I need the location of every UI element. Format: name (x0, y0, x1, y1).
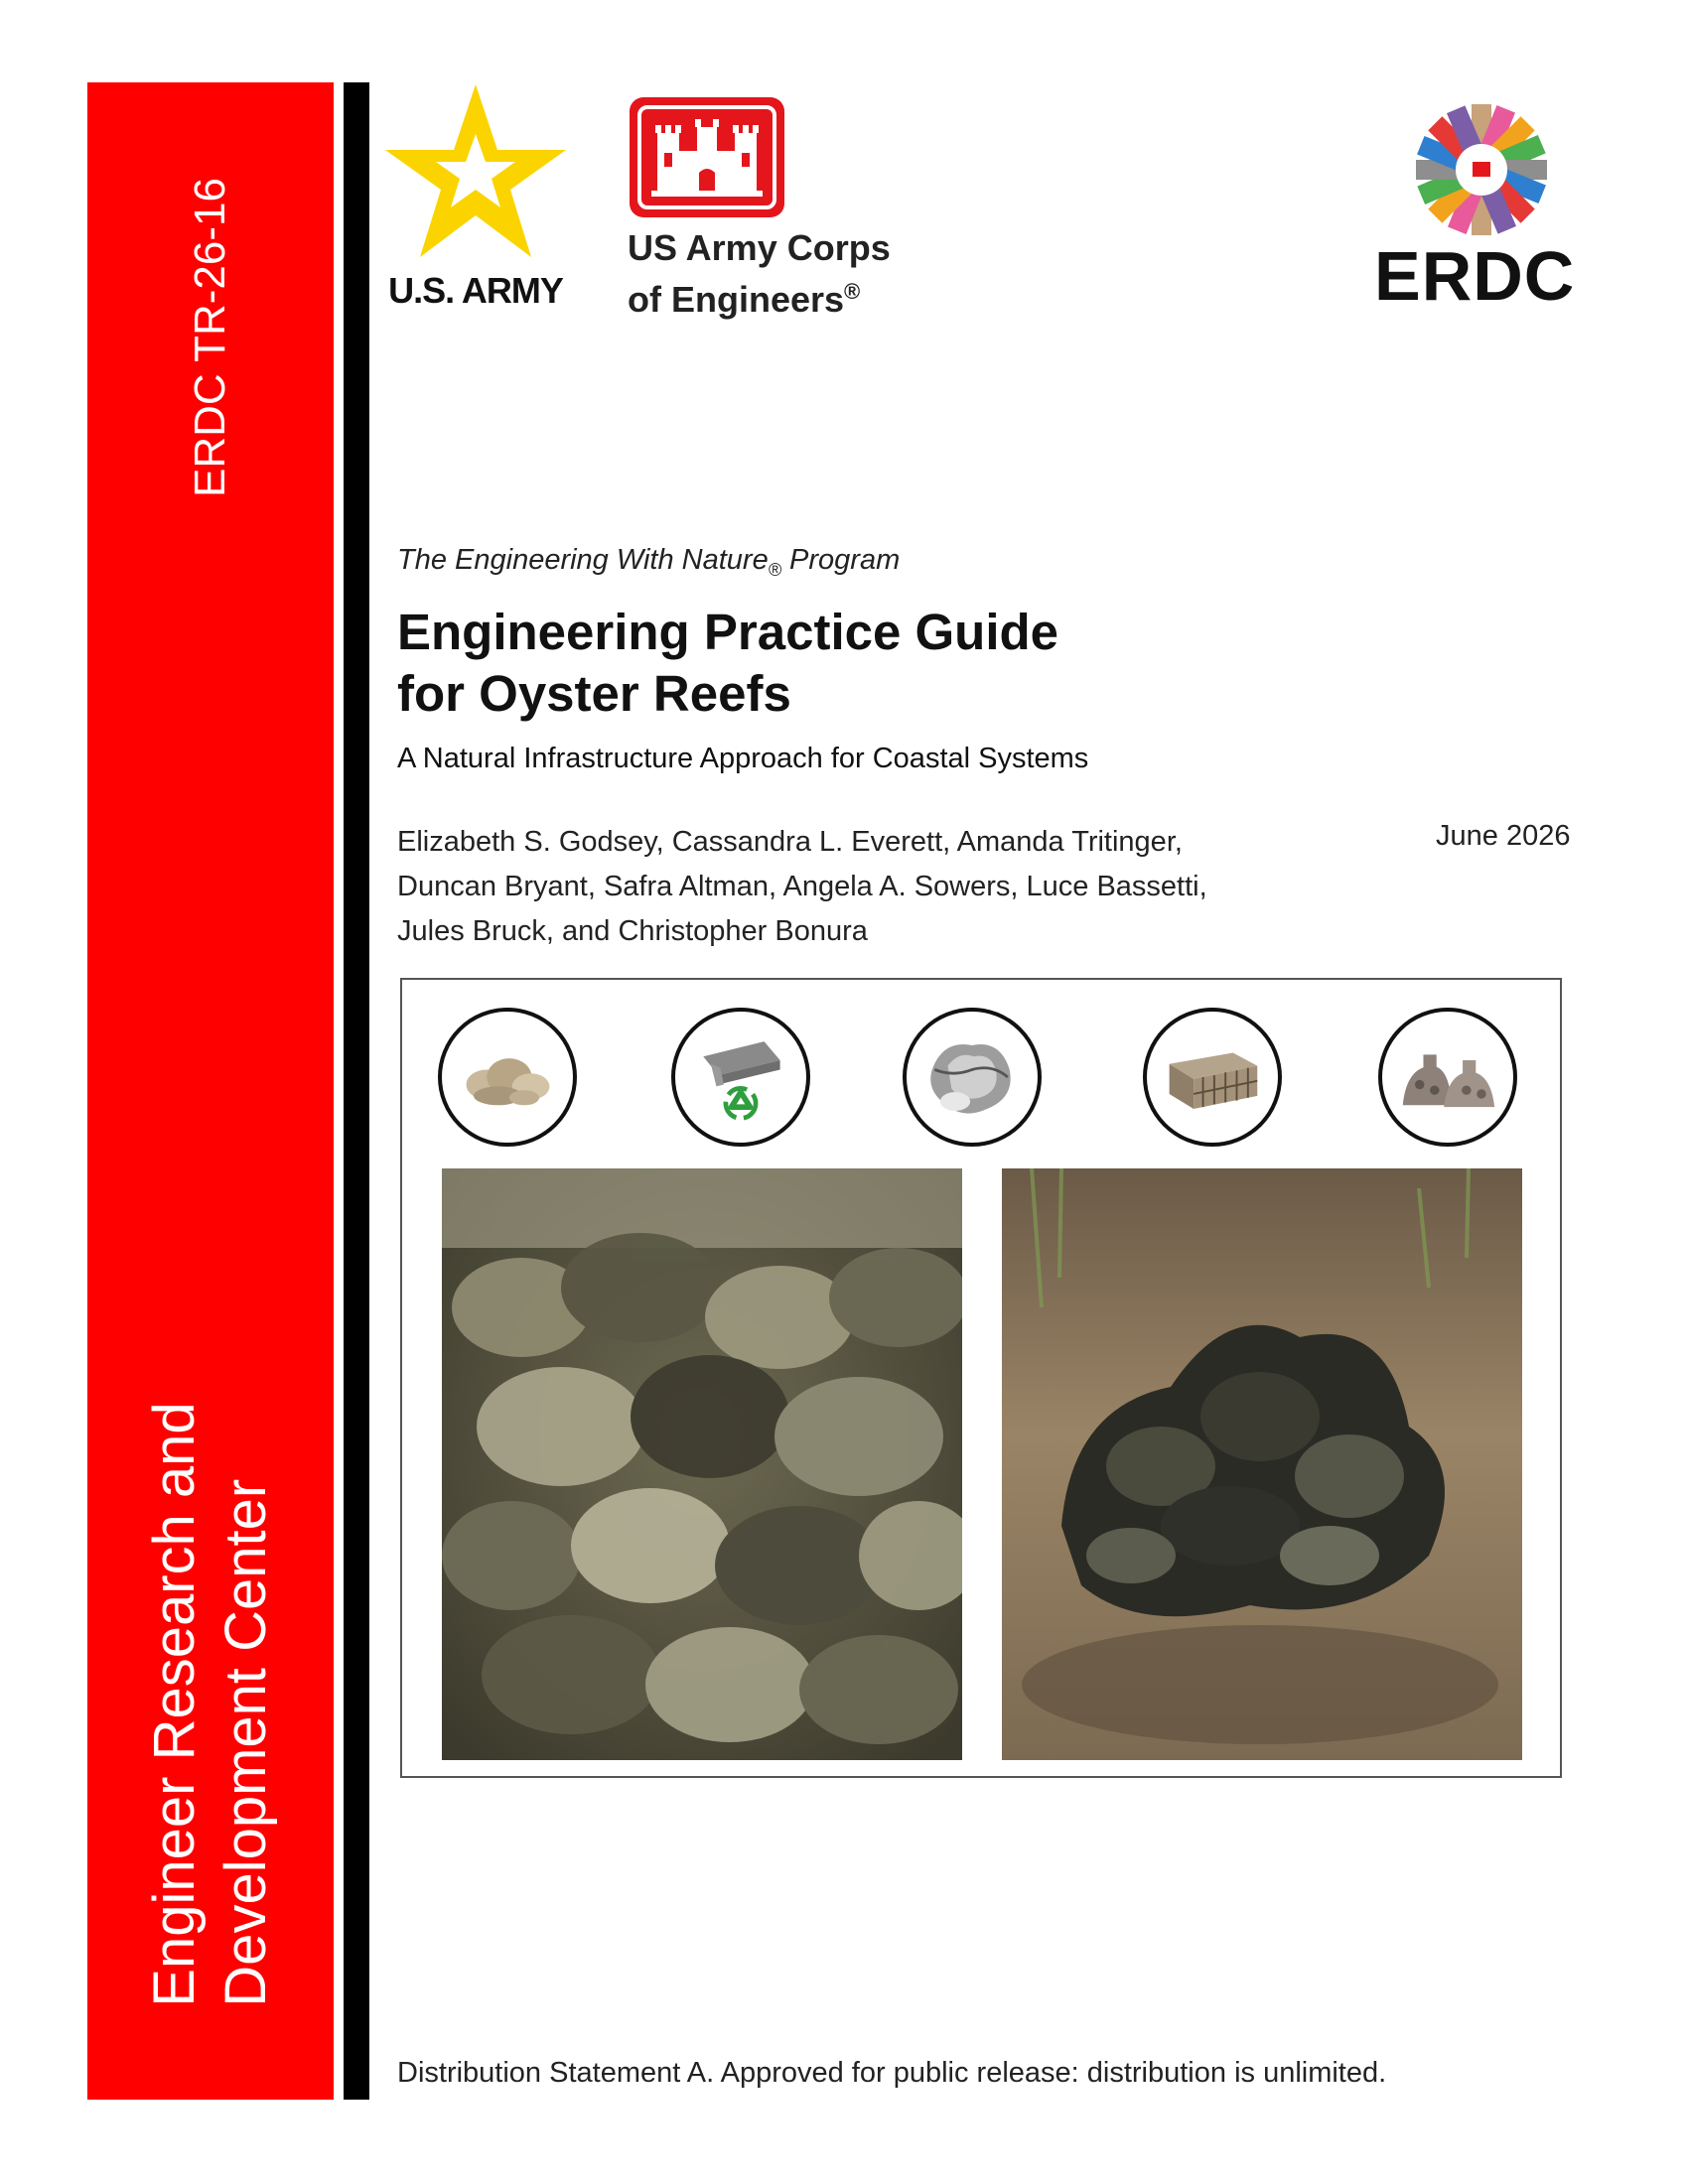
report-number: ERDC TR-26-16 (186, 178, 234, 497)
erdc-wordmark: ERDC (1374, 237, 1576, 315)
oyster-cluster-on-sand-photo (1002, 1168, 1522, 1760)
reef-ball-icon (1378, 1008, 1517, 1147)
gabion-basket-icon (1143, 1008, 1282, 1147)
distribution-statement: Distribution Statement A. Approved for public release: distribution is unlimited. (397, 2057, 1387, 2089)
center-name (139, 1402, 282, 2006)
oyster-shell-pile-photo (442, 1168, 962, 1760)
usace-line1: US Army Corps (628, 227, 891, 268)
center-name-line2: Development Center (213, 1478, 278, 2007)
author-line1: Elizabeth S. Godsey, Cassandra L. Everett, Amanda Tritinger, (397, 826, 1183, 858)
publication-date: June 2026 (1436, 820, 1571, 852)
recycled-material-icon (671, 1008, 810, 1147)
report-title-line2: for Oyster Reefs (397, 665, 791, 722)
author-list (397, 820, 1291, 954)
author-line2: Duncan Bryant, Safra Altman, Angela A. Sowers, Luce Bassetti, (397, 871, 1207, 902)
report-title (397, 602, 1058, 725)
report-title-line1: Engineering Practice Guide (397, 604, 1059, 660)
erdc-emblem-icon (1410, 102, 1554, 236)
castle-icon (628, 95, 786, 219)
center-name-line1: Engineer Research and (142, 1402, 207, 2007)
usace-wordmark (628, 226, 891, 322)
sidebar-black-bar (344, 82, 369, 2100)
cover-image-panel (400, 978, 1562, 1778)
rock-pile-icon (438, 1008, 577, 1147)
program-name: The Engineering With Nature$_®$ Program (397, 544, 901, 580)
usace-line2: of Engineers® (628, 279, 861, 320)
report-subtitle: A Natural Infrastructure Approach for Coastal Systems (397, 743, 1089, 774)
army-wordmark: U.S. ARMY (388, 270, 563, 311)
author-line3: Jules Bruck, and Christopher Bonura (397, 915, 868, 947)
oyster-shell-icon (903, 1008, 1042, 1147)
